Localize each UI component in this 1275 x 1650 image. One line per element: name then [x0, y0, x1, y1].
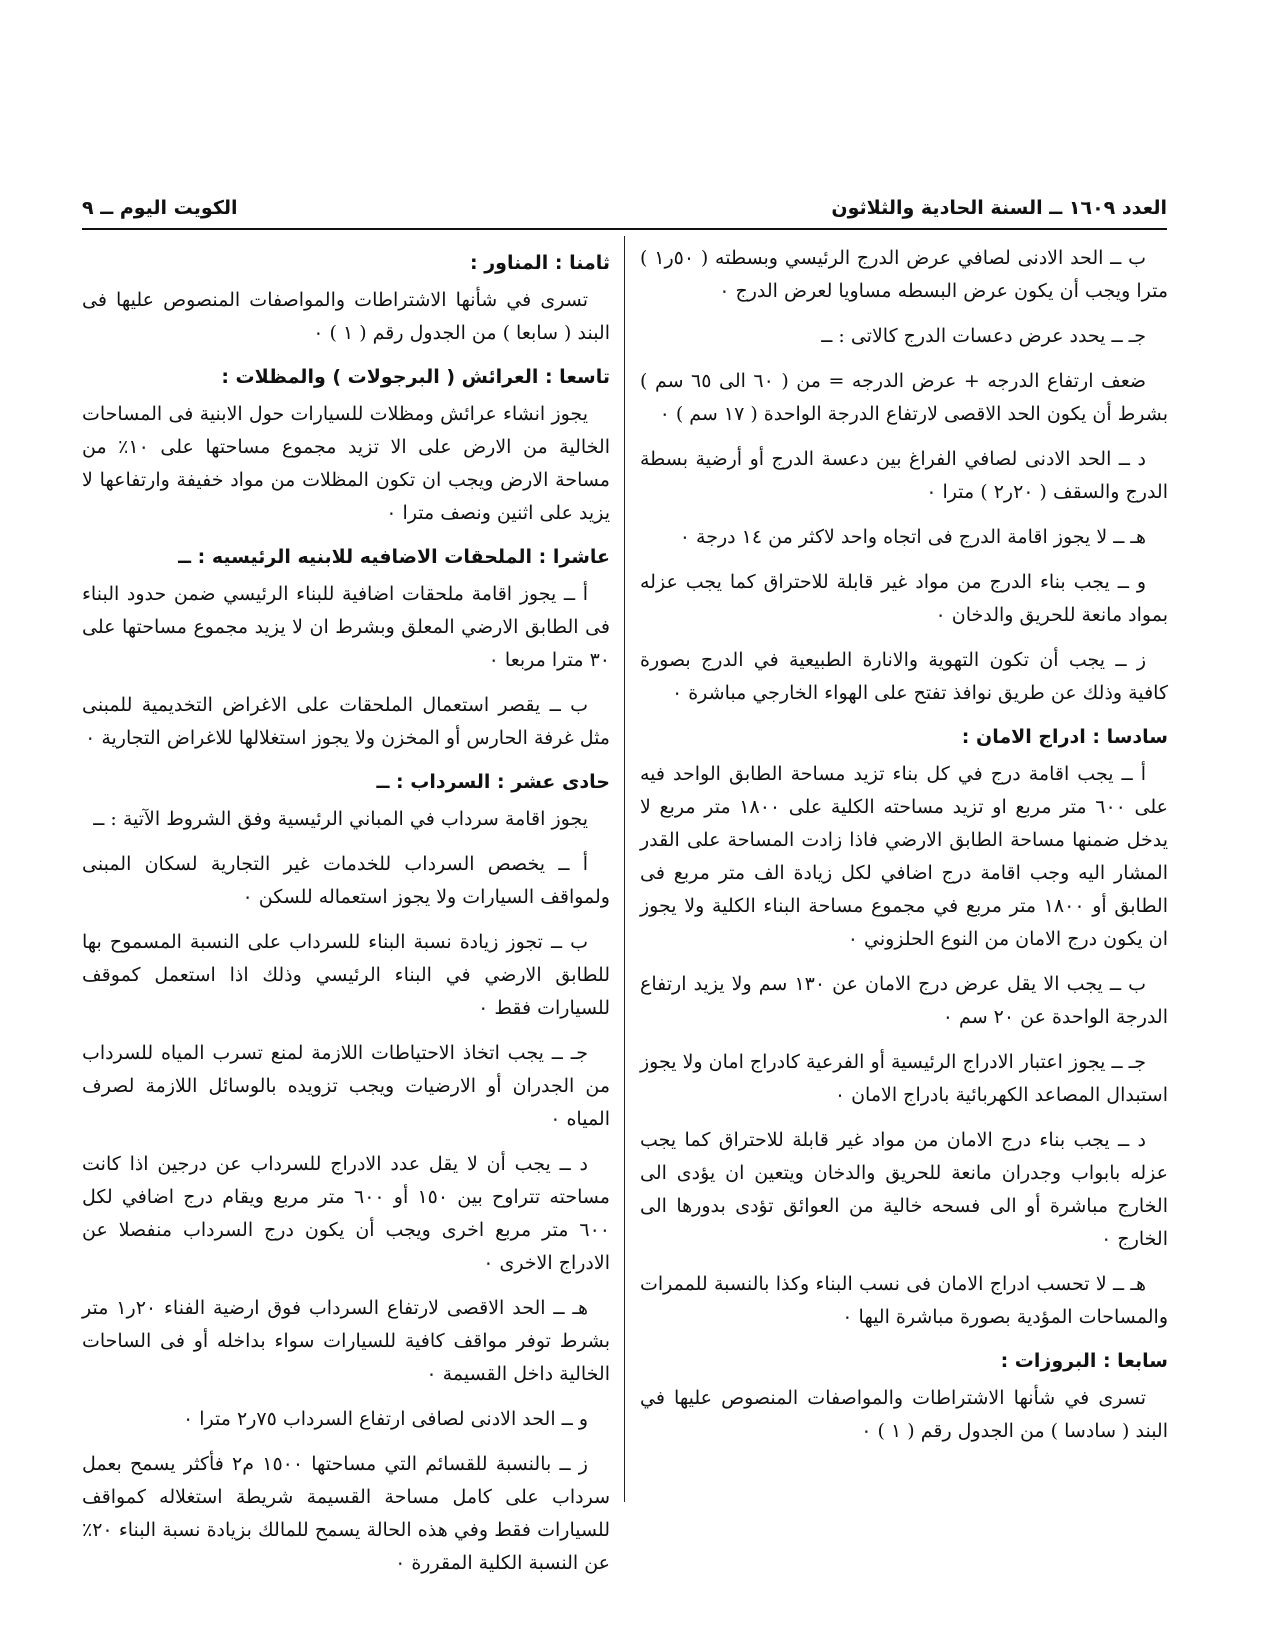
paragraph-j: جـ ــ يحدد عرض دعسات الدرج كالاتى : ــ [821, 325, 1146, 347]
right-column [640, 242, 1168, 1460]
paragraph-11a: أ ــ يخصص السرداب للخدمات غير التجارية لسكان المبنى ولمواقف السيارات ولا يجوز استعماله للسكن ٠ [82, 853, 610, 908]
paragraph-d: د ــ الحد الادنى لصافي الفراغ بين دعسة الدرج أو أرضية بسطة الدرج والسقف ( ٢٠ر٢ ) مترا ٠ [640, 448, 1168, 503]
heading-sixth: سادسا : ادراج الامان : [961, 726, 1168, 748]
paragraph-6h: هـ ــ لا تحسب ادراج الامان فى نسب البناء وكذا بالنسبة للممرات والمساحات المؤدية بصورة مباشرة اليها ٠ [640, 1273, 1168, 1328]
header-rule [82, 228, 1167, 230]
paragraph-11h: هـ ــ الحد الاقصى لارتفاع السرداب فوق ارضية الفناء ٢٠ر١ متر بشرط توفر مواقف كافية للسيارات سواء بداخله أو فى الساحات الخالية داخل القسيمة ٠ [82, 1297, 610, 1385]
paragraph-6a: أ ــ يجب اقامة درج في كل بناء تزيد مساحة الطابق الواحد فيه على ٦٠٠ متر مربع او تزيد مساحته الكلية على ١٨٠٠ متر مربع لا يدخل ضمنها مساحة الطابق الارضي فاذا زادت المساحة على القدر المشار اليه وجب اقامة درج اضافي لكل زيادة الف متر مربع فى الطابق أو ١٨٠٠ متر مربع في مجموع مساحة البناء الكلية ولا يجوز ان يكون درج الامان من النوع الحلزوني ٠ [640, 763, 1168, 950]
heading-tenth: عاشرا : الملحقات الاضافيه للابنيه الرئيسيه : ــ [178, 546, 610, 568]
paragraph-6j: جـ ــ يجوز اعتبار الادراج الرئيسية أو الفرعية كادراج امان ولا يجوز استبدال المصاعد الكهربائية بادراج الامان ٠ [640, 1051, 1168, 1106]
paragraph-11j: جـ ــ يجب اتخاذ الاحتياطات اللازمة لمنع تسرب المياه للسرداب من الجدران أو الارضيات ويجب تزويده بالوسائل اللازمة لصرف المياه ٠ [82, 1042, 610, 1130]
paragraph-b: ب ــ الحد الادنى لصافي عرض الدرج الرئيسي وبسطته ( ٥٠ر١ ) مترا ويجب أن يكون عرض البسطه مساويا لعرض الدرج ٠ [640, 247, 1168, 302]
paragraph-11z: ز ــ بالنسبة للقسائم التي مساحتها ١٥٠٠ م٢ فأكثر يسمح بعمل سرداب على كامل مساحة القسيمة شريطة استغلاله كمواقف للسيارات فقط وفي هذه الحالة يسمح للمالك بزيادة نسبة البناء ٢٠٪ عن النسبة الكلية المقررة ٠ [82, 1453, 610, 1574]
paragraph-10a: أ ــ يجوز اقامة ملحقات اضافية للبناء الرئيسي ضمن حدود البناء فى الطابق الارضي المعلق وبشرط ان لا يزيد مجموع مساحتها على ٣٠ مترا مربعا ٠ [82, 583, 610, 671]
page-header [82, 192, 1167, 224]
paragraph-11d: د ــ يجب أن لا يقل عدد الادراج للسرداب عن درجين اذا كانت مساحته تتراوح بين ١٥٠ أو ٦٠٠ متر مربع ويقام درج اضافي لكل ٦٠٠ متر مربع اخرى ويجب أن يكون درج السرداب منفصلا عن الادراج الاخرى ٠ [82, 1153, 610, 1274]
paragraph-11b: ب ــ تجوز زيادة نسبة البناء للسرداب على النسبة المسموح بها للطابق الارضي في البناء الرئيسي وذلك اذا استعمل كموقف للسيارات فقط ٠ [82, 931, 610, 1019]
paragraph-11w: و ــ الحد الادنى لصافى ارتفاع السرداب ٧٥ر٢ مترا ٠ [183, 1408, 588, 1430]
paragraph-z: ز ــ يجب أن تكون التهوية والانارة الطبيعية في الدرج بصورة كافية وذلك عن طريق نوافذ تفتح على الهواء الخارجي مباشرة ٠ [640, 649, 1168, 704]
page-info: الكويت اليوم ــ ٩ [82, 197, 238, 219]
left-column [82, 242, 610, 1592]
paragraph-8: تسرى في شأنها الاشتراطات والمواصفات المنصوص عليها فى البند ( سابعا ) من الجدول رقم ( ١ ) ٠ [82, 289, 610, 344]
paragraph-11: يجوز اقامة سرداب في المباني الرئيسية وفق الشروط الآتية : ــ [93, 808, 588, 830]
paragraph-h: هـ ــ لا يجوز اقامة الدرج فى اتجاه واحد لاكثر من ١٤ درجة ٠ [679, 526, 1146, 548]
paragraph-w: و ــ يجب بناء الدرج من مواد غير قابلة للاحتراق كما يجب عزله بمواد مانعة للحريق والدخان ٠ [640, 571, 1168, 626]
column-divider [624, 236, 625, 1502]
issue-info: العدد ١٦٠٩ ــ السنة الحادية والثلاثون [831, 197, 1167, 219]
paragraph-10b: ب ــ يقصر استعمال الملحقات على الاغراض التخديمية للمبنى مثل غرفة الحارس أو المخزن ولا يجوز استغلالها للاغراض التجارية ٠ [82, 694, 610, 749]
heading-eleventh: حادى عشر : السرداب : ــ [376, 771, 610, 793]
heading-eighth: ثامنا : المناور : [470, 252, 610, 274]
paragraph-7: تسرى في شأنها الاشتراطات والمواصفات المنصوص عليها في البند ( سادسا ) من الجدول رقم ( ١ ) ٠ [640, 1387, 1168, 1442]
paragraph-6d: د ــ يجب بناء درج الامان من مواد غير قابلة للاحتراق كما يجب عزله بابواب وجدران مانعة للحريق والدخان ويتعين ان يؤدى الى الخارج مباشرة أو الى فسحه خالية من العوائق تؤدى بدورها الى الخارج ٠ [640, 1129, 1168, 1250]
paragraph-9: يجوز انشاء عرائش ومظلات للسيارات حول الابنية فى المساحات الخالية من الارض على الا تزيد مجموع مساحتها على ١٠٪ من مساحة الارض ويجب ان تكون المظلات من مواد خفيفة وارتفاعها لا يزيد على اثنين ونصف مترا ٠ [82, 403, 610, 524]
heading-ninth: تاسعا : العرائش ( البرجولات ) والمظلات : [221, 366, 610, 388]
paragraph-6b: ب ــ يجب الا يقل عرض درج الامان عن ١٣٠ سم ولا يزيد ارتفاع الدرجة الواحدة عن ٢٠ سم ٠ [640, 973, 1168, 1028]
heading-seventh: سابعا : البروزات : [1000, 1350, 1168, 1372]
paragraph-j-formula: ضعف ارتفاع الدرجه + عرض الدرجه = من ( ٦٠ الى ٦٥ سم ) بشرط أن يكون الحد الاقصى لارتفاع الدرجة الواحدة ( ١٧ سم ) ٠ [640, 370, 1168, 425]
